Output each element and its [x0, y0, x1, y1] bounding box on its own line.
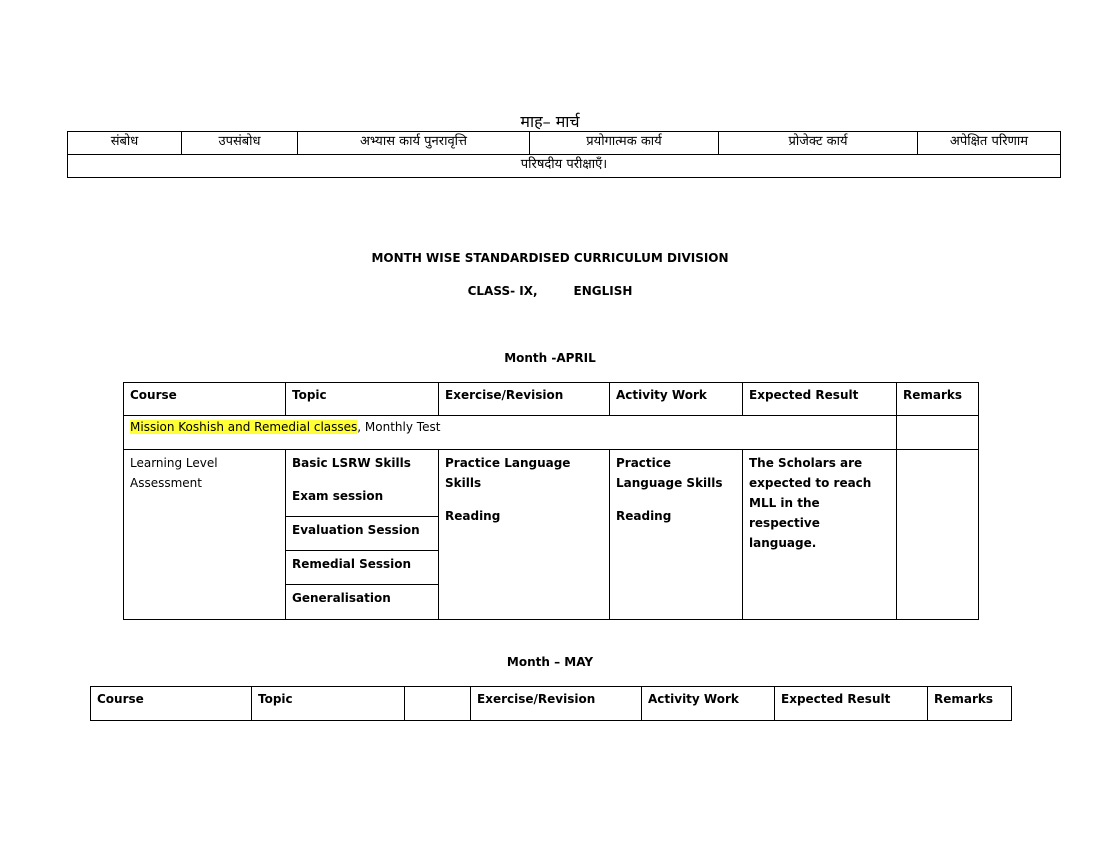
- highlighted-note: Mission Koshish and Remedial classes: [130, 420, 358, 434]
- may-header-cell: Activity Work: [642, 687, 775, 721]
- activity-item: Reading: [616, 509, 672, 523]
- hindi-note-row: [68, 155, 1061, 178]
- hindi-header-cell: प्रयोगात्मक कार्य: [530, 132, 719, 155]
- course-cell: Learning Level Assessment: [124, 450, 286, 620]
- topic-cell: [286, 450, 439, 620]
- activity-item: Practice Language Skills: [616, 456, 723, 490]
- may-header-cell: Exercise/Revision: [471, 687, 642, 721]
- may-plan-table: [90, 686, 1012, 721]
- subject-label: ENGLISH: [573, 284, 633, 298]
- may-header-row: [91, 687, 1012, 721]
- note-rest: , Monthly Test: [357, 420, 441, 434]
- exercise-cell: [439, 450, 610, 620]
- april-plan-table: [123, 382, 979, 620]
- april-content-row: [124, 450, 979, 620]
- april-month-title: Month -APRIL: [504, 351, 596, 365]
- may-month-title: Month – MAY: [506, 655, 594, 669]
- hindi-plan-table: [67, 131, 1061, 178]
- division-title: MONTH WISE STANDARDISED CURRICULUM DIVISION: [371, 251, 729, 265]
- topic-group: [286, 450, 438, 517]
- topic-item: Remedial Session: [286, 551, 438, 585]
- april-header-cell: Remarks: [897, 383, 979, 416]
- april-header-cell: Topic: [286, 383, 439, 416]
- april-header-cell: Exercise/Revision: [439, 383, 610, 416]
- april-header-cell: Course: [124, 383, 286, 416]
- april-header-row: [124, 383, 979, 416]
- class-subject-line: [0, 284, 1100, 298]
- may-header-cell: Course: [91, 687, 252, 721]
- hindi-note: परिषदीय परीक्षाएँ।: [68, 155, 1061, 178]
- may-header-cell: Topic: [252, 687, 405, 721]
- topic-item: Evaluation Session: [286, 517, 438, 551]
- topic-item: Generalisation: [292, 591, 391, 605]
- april-note: [124, 416, 897, 450]
- hindi-header-cell: अभ्यास कार्य पुनरावृत्ति: [298, 132, 530, 155]
- april-header-cell: Expected Result: [743, 383, 897, 416]
- hindi-header-cell: प्रोजेक्ट कार्य: [719, 132, 918, 155]
- class-label: CLASS- IX,: [467, 284, 538, 298]
- hindi-header-cell: अपेक्षित परिणाम: [918, 132, 1061, 155]
- hindi-header-cell: उपसंबोध: [182, 132, 298, 155]
- topic-item: Basic LSRW Skills: [292, 456, 411, 470]
- april-note-remarks: [897, 416, 979, 450]
- hindi-month-title: माह– मार्च: [520, 112, 580, 131]
- hindi-header-row: [68, 132, 1061, 155]
- april-header-cell: Activity Work: [610, 383, 743, 416]
- remarks-cell: [897, 450, 979, 620]
- exercise-item: Practice Language Skills: [445, 456, 571, 490]
- may-header-cell: [405, 687, 471, 721]
- topic-item: Exam session: [292, 489, 384, 503]
- expected-result-cell: The Scholars are expected to reach MLL in the respective language.: [743, 450, 897, 620]
- may-header-cell: Remarks: [928, 687, 1012, 721]
- activity-cell: [610, 450, 743, 620]
- exercise-item: Reading: [445, 509, 501, 523]
- april-note-row: [124, 416, 979, 450]
- may-header-cell: Expected Result: [775, 687, 928, 721]
- hindi-header-cell: संबोध: [68, 132, 182, 155]
